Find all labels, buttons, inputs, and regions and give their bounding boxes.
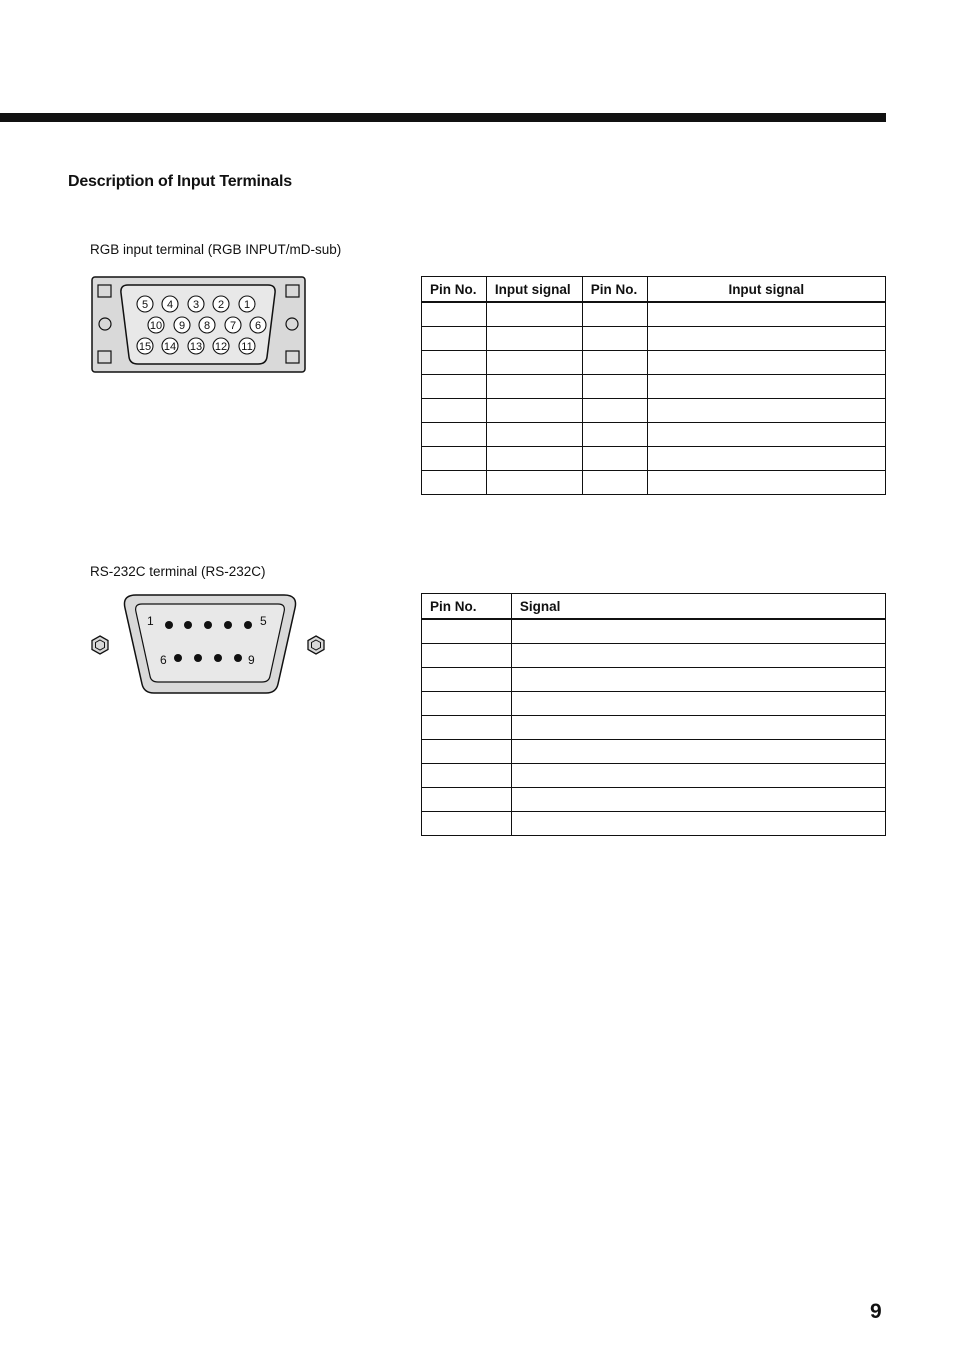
- rgb-col-header-pin-no: Pin No.: [422, 277, 487, 303]
- rs232-col-header-signal: Signal: [511, 594, 885, 620]
- table-cell: [582, 351, 647, 375]
- table-cell: [422, 740, 512, 764]
- rgb-pin-label: 4: [166, 299, 174, 311]
- rgb-pin-label: 13: [189, 341, 203, 353]
- table-cell: [511, 668, 885, 692]
- table-cell: [486, 423, 582, 447]
- table-cell: [422, 351, 487, 375]
- rs232-pin-table: [421, 593, 886, 836]
- table-row: [422, 812, 886, 836]
- rgb-pin-label: 7: [229, 320, 237, 332]
- table-cell: [486, 302, 582, 327]
- table-row: [422, 644, 886, 668]
- rgb-pin-label: 1: [243, 299, 251, 311]
- table-cell: [511, 716, 885, 740]
- table-cell: [511, 619, 885, 644]
- table-cell: [422, 788, 512, 812]
- table-cell: [582, 327, 647, 351]
- rs232-col-header-pin-no: Pin No.: [422, 594, 512, 620]
- rs232-pin-label-9: 9: [248, 653, 255, 667]
- rgb-pin-label: 6: [254, 320, 262, 332]
- table-row: [422, 716, 886, 740]
- rgb-pin-label: 2: [217, 299, 225, 311]
- table-cell: [511, 740, 885, 764]
- table-cell: [422, 644, 512, 668]
- rgb-col-header-pin-no-2: Pin No.: [582, 277, 647, 303]
- table-cell: [422, 692, 512, 716]
- table-cell: [486, 471, 582, 495]
- rgb-terminal-label: RGB input terminal (RGB INPUT/mD-sub): [90, 242, 342, 257]
- table-row: [422, 423, 886, 447]
- table-row: [422, 399, 886, 423]
- rgb-dsub-connector-diagram: [90, 275, 308, 375]
- table-cell: [647, 351, 885, 375]
- table-cell: [647, 302, 885, 327]
- table-cell: [422, 764, 512, 788]
- page-number: 9: [870, 1300, 882, 1323]
- table-cell: [582, 423, 647, 447]
- table-cell: [582, 399, 647, 423]
- rgb-col-header-input-signal-2: Input signal: [647, 277, 885, 303]
- rgb-pin-label: 11: [241, 341, 253, 353]
- top-rule: [0, 113, 886, 122]
- table-row: [422, 302, 886, 327]
- table-cell: [486, 327, 582, 351]
- section-title: Description of Input Terminals: [68, 173, 292, 190]
- table-row: [422, 692, 886, 716]
- table-cell: [422, 447, 487, 471]
- rgb-pin-label: 12: [214, 341, 228, 353]
- table-cell: [486, 375, 582, 399]
- table-cell: [422, 423, 487, 447]
- rgb-pin-table: [421, 276, 886, 495]
- table-row: [422, 740, 886, 764]
- table-cell: [511, 812, 885, 836]
- table-cell: [582, 447, 647, 471]
- rgb-pin-label: 9: [178, 320, 186, 332]
- rs232-terminal-label: RS-232C terminal (RS-232C): [90, 564, 266, 579]
- table-cell: [486, 399, 582, 423]
- table-cell: [422, 668, 512, 692]
- table-cell: [647, 423, 885, 447]
- table-cell: [647, 471, 885, 495]
- table-cell: [511, 788, 885, 812]
- table-cell: [647, 399, 885, 423]
- rgb-pin-label: 15: [138, 341, 152, 353]
- table-cell: [422, 471, 487, 495]
- table-row: [422, 351, 886, 375]
- table-row: [422, 471, 886, 495]
- table-cell: [422, 812, 512, 836]
- table-row: [422, 788, 886, 812]
- table-row: [422, 447, 886, 471]
- rs232-pin-label-1: 1: [147, 614, 154, 628]
- rgb-pin-label: 8: [203, 320, 211, 332]
- table-cell: [422, 302, 487, 327]
- table-row: [422, 619, 886, 644]
- table-cell: [647, 327, 885, 351]
- table-cell: [422, 399, 487, 423]
- rs232-pin-label-5: 5: [260, 614, 267, 628]
- table-cell: [422, 327, 487, 351]
- rs232-pin-label-6: 6: [160, 653, 167, 667]
- table-cell: [582, 302, 647, 327]
- rgb-pin-label: 14: [163, 341, 177, 353]
- table-row: [422, 668, 886, 692]
- table-cell: [511, 644, 885, 668]
- rgb-col-header-input-signal: Input signal: [486, 277, 582, 303]
- rgb-pin-label: 10: [149, 320, 163, 332]
- table-cell: [422, 619, 512, 644]
- table-cell: [511, 764, 885, 788]
- table-cell: [486, 351, 582, 375]
- table-cell: [422, 375, 487, 399]
- table-cell: [582, 375, 647, 399]
- table-cell: [422, 716, 512, 740]
- table-cell: [486, 447, 582, 471]
- table-row: [422, 327, 886, 351]
- table-cell: [582, 471, 647, 495]
- table-row: [422, 764, 886, 788]
- table-cell: [647, 447, 885, 471]
- rgb-pin-label: 3: [192, 299, 200, 311]
- table-cell: [647, 375, 885, 399]
- rgb-pin-label: 5: [141, 299, 149, 311]
- table-row: [422, 375, 886, 399]
- rs232-dsub9-connector-diagram: [88, 592, 328, 696]
- table-cell: [511, 692, 885, 716]
